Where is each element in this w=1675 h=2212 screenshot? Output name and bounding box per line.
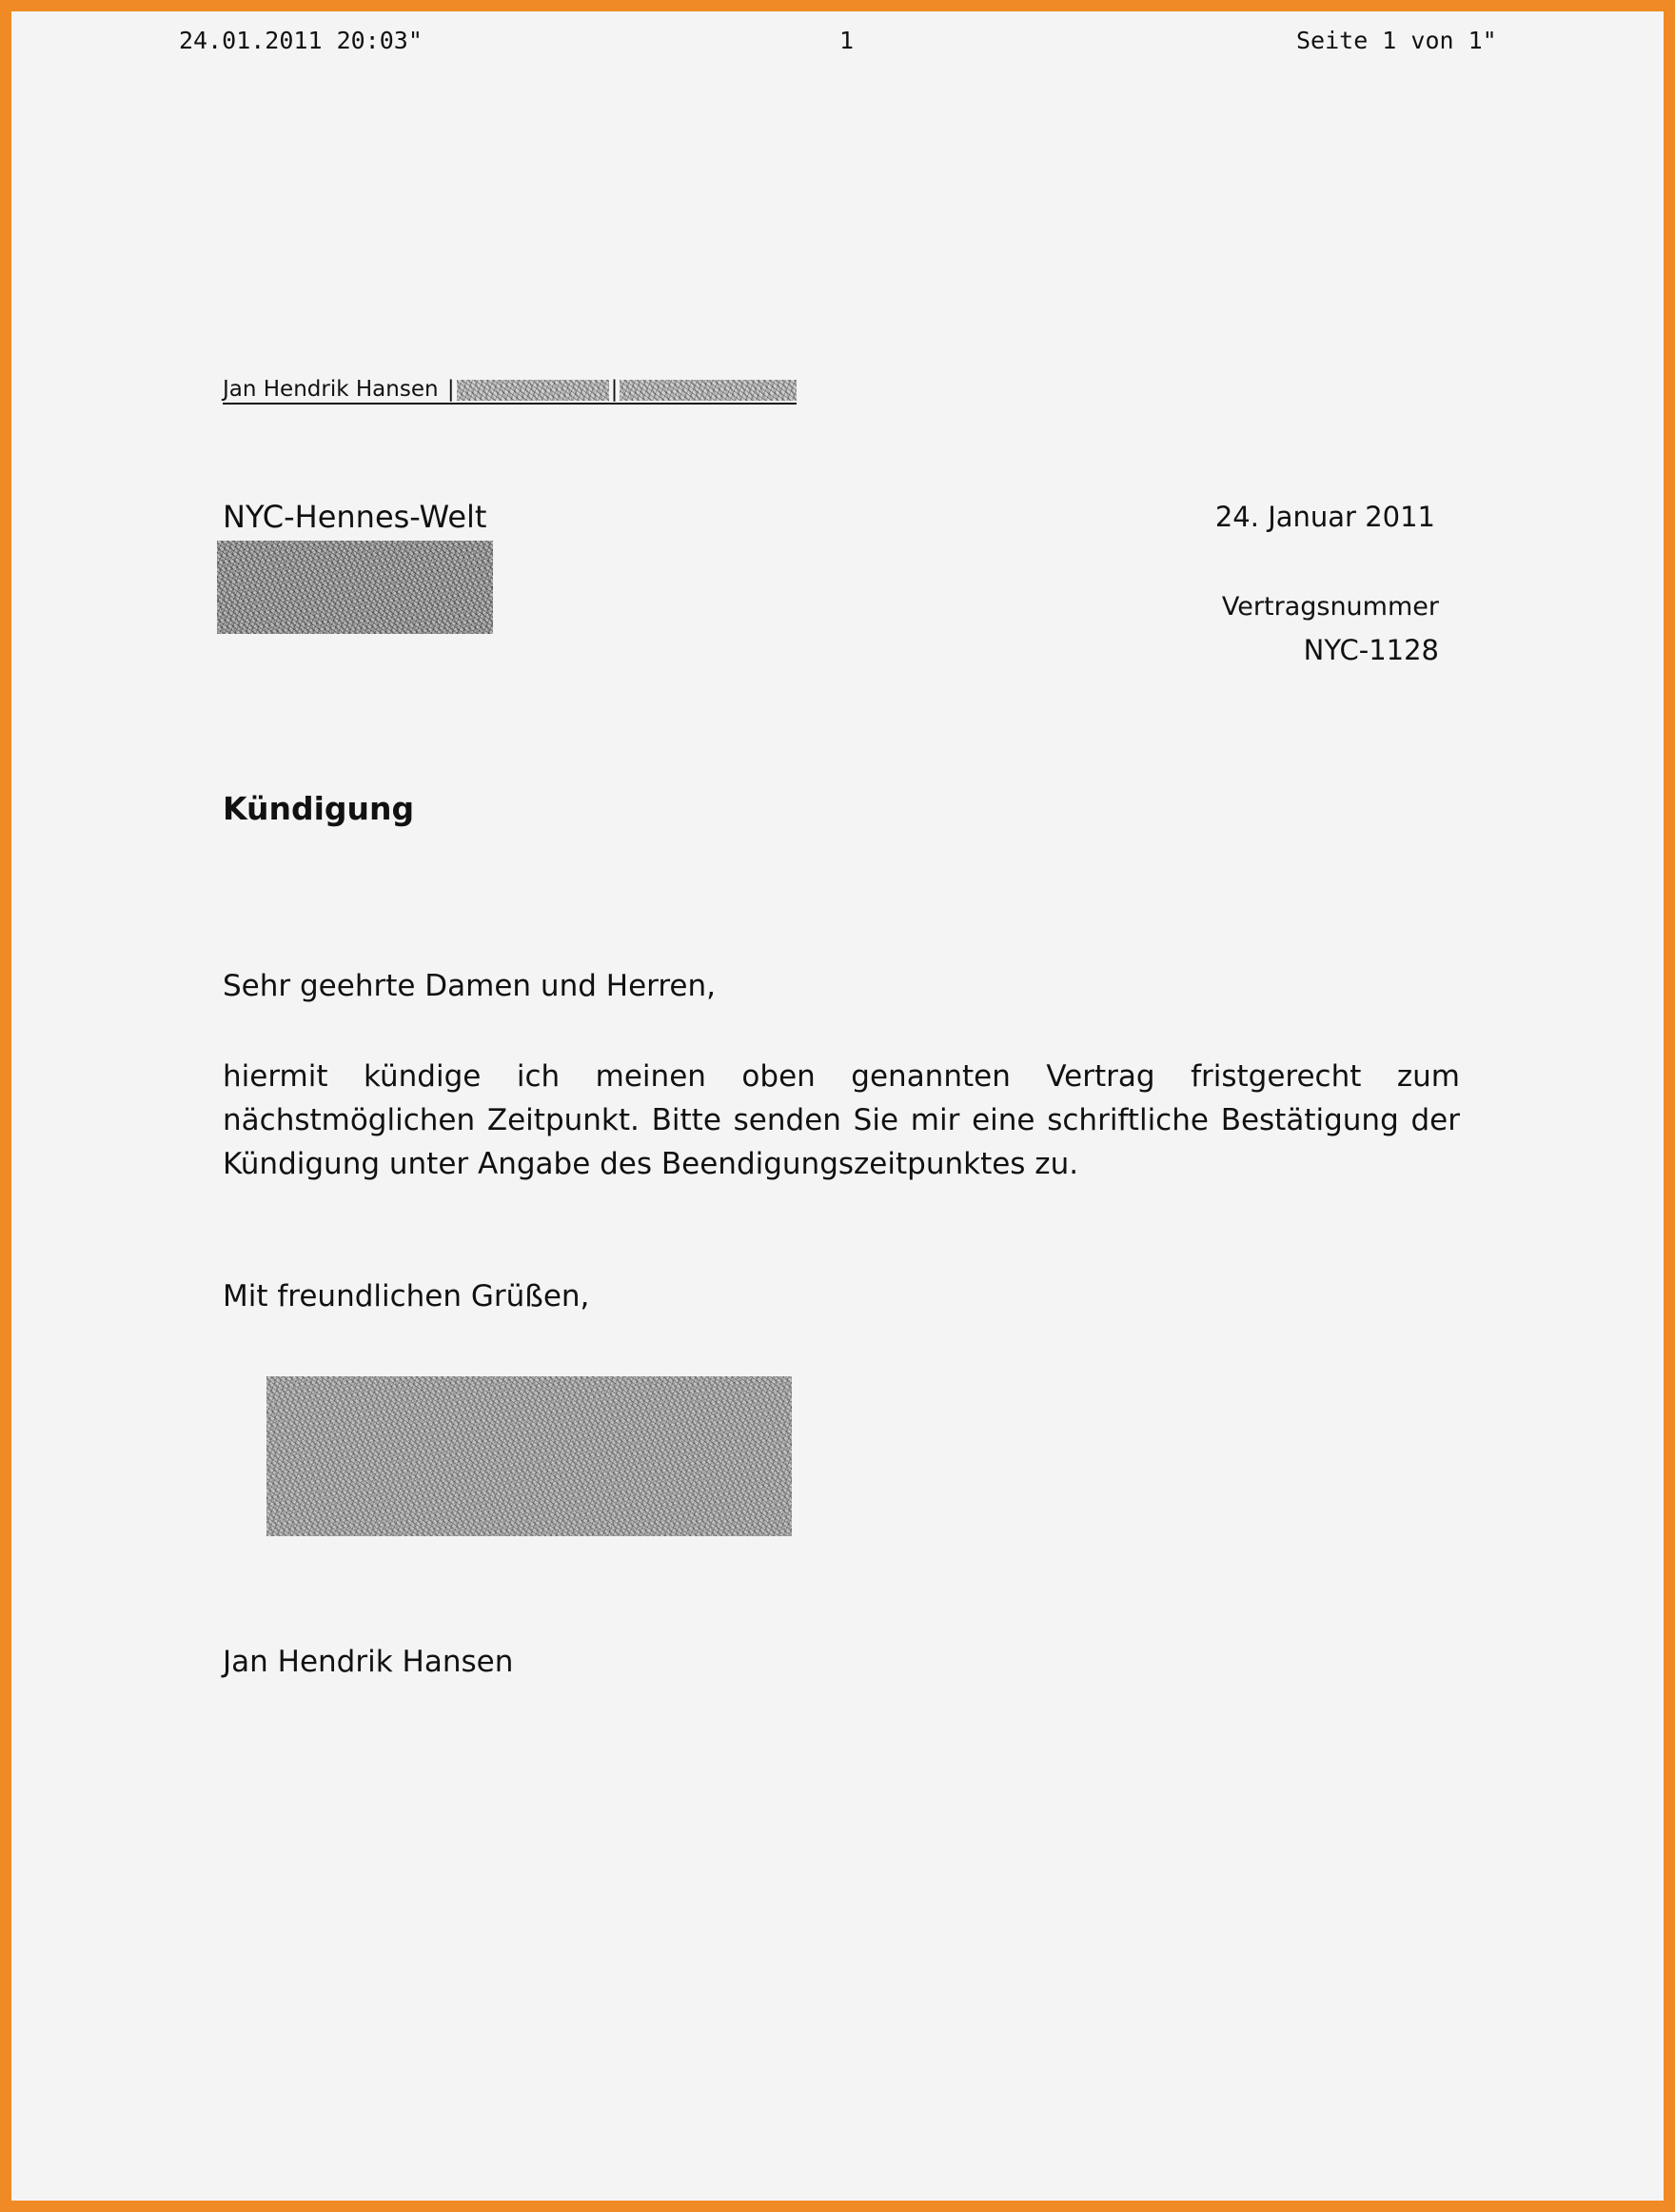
- redacted-recipient-address: [217, 541, 493, 634]
- sender-separator: |: [446, 377, 455, 402]
- salutation: Sehr geehrte Damen und Herren,: [223, 969, 716, 1003]
- redacted-signature: [266, 1376, 792, 1536]
- fax-timestamp: 24.01.2011 20:03": [179, 27, 423, 54]
- sender-address-line: [223, 377, 797, 405]
- letter-date: 24. Januar 2011: [1214, 501, 1435, 533]
- signer-name: Jan Hendrik Hansen: [223, 1645, 514, 1679]
- contract-number: NYC-1128: [1303, 634, 1439, 666]
- sender-name: Jan Hendrik Hansen: [223, 377, 439, 402]
- contract-number-label: Vertragsnummer: [1221, 592, 1439, 622]
- redacted-street: [457, 380, 609, 401]
- closing: Mit freundlichen Grüßen,: [223, 1279, 590, 1313]
- letter-body: hiermit kündige ich meinen oben genannten Vertrag fristgerecht zum nächstmöglichen Zeitpunkt. Bitte senden Sie mir eine schriftliche Bestätigung der Kündigung unter Angabe des Beendigungszeitpunktes zu.: [223, 1059, 1460, 1181]
- recipient-name: NYC-Hennes-Welt: [223, 499, 487, 535]
- redacted-city: [620, 380, 797, 401]
- letter-subject: Kündigung: [223, 790, 415, 827]
- sender-separator-2: |: [610, 377, 619, 402]
- fax-page-info: Seite 1 von 1": [1296, 27, 1497, 54]
- fax-page-number: 1: [839, 27, 855, 54]
